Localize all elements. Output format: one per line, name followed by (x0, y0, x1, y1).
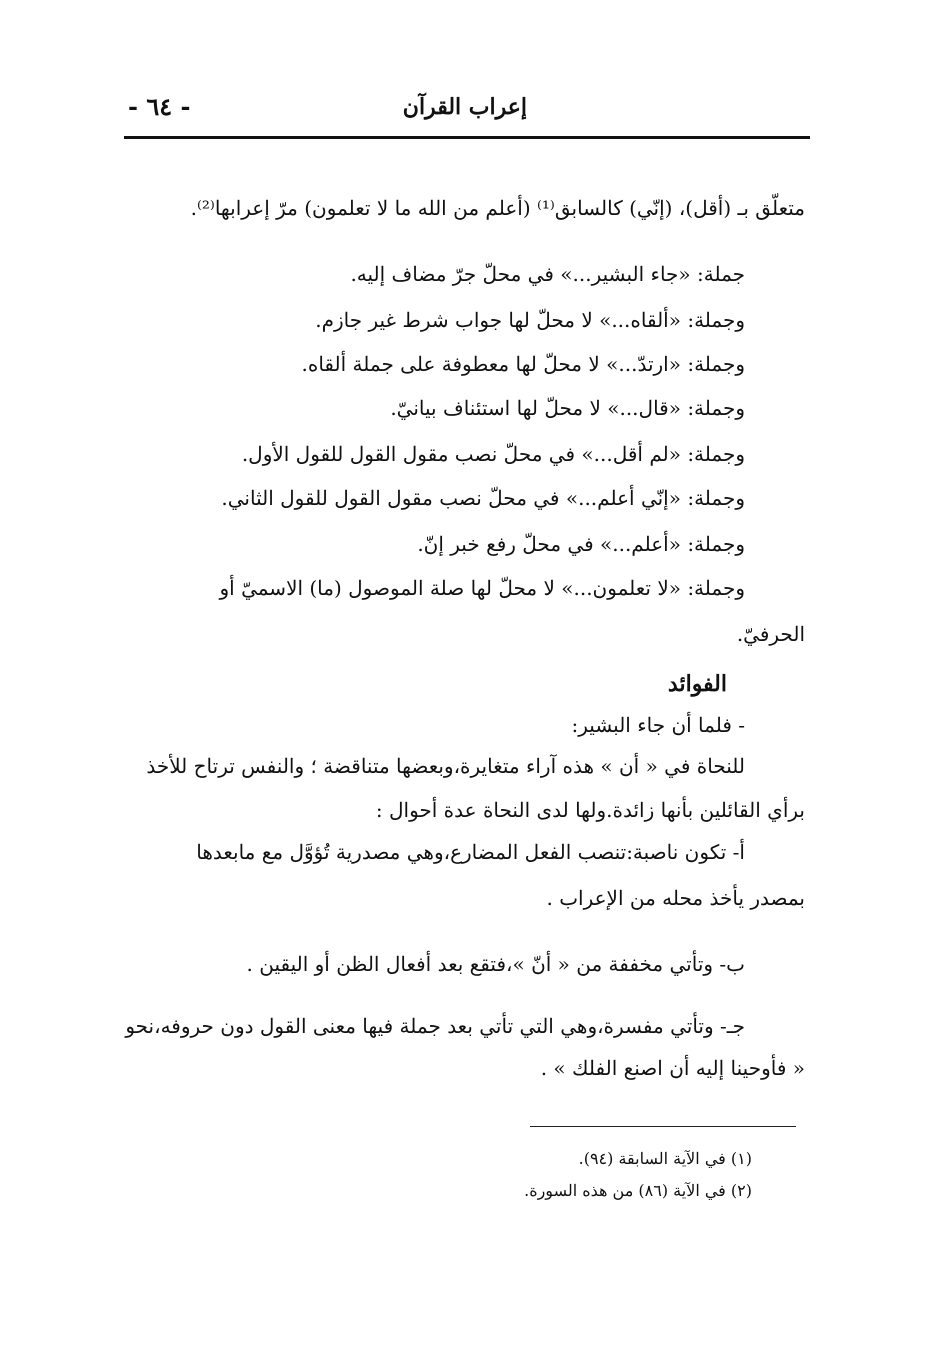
body-line: أ- تكون ناصبة:تنصب الفعل المضارع،وهي مصدرية تُؤوَّل مع مابعدها (196, 840, 745, 864)
body-line: بمصدر يأخذ محله من الإعراب . (546, 886, 805, 910)
body-line: برأي القائلين بأنها زائدة.ولها لدى النحاة عدة أحوال : (375, 798, 805, 822)
footnote: (٢) في الآية (٨٦) من هذه السورة. (524, 1181, 752, 1200)
body-line: وجملة: «ارتدّ...» لا محلّ لها معطوفة على جملة ألقاه. (301, 352, 745, 376)
body-line: وجملة: «قال...» لا محلّ لها استئناف بيانيّ. (390, 396, 745, 420)
body-line: وجملة: «لم أقل...» في محلّ نصب مقول القول للقول الأول. (241, 442, 745, 466)
body-line: « فأوحينا إليه أن اصنع الفلك » . (540, 1056, 805, 1080)
page-number: - ٦٤ - (128, 92, 191, 121)
body-line: الحرفيّ. (736, 622, 805, 646)
body-line: وجملة: «لا تعلمون...» لا محلّ لها صلة الموصول (ما) الاسميّ أو (219, 576, 745, 600)
body-line: ب- وتأتي مخففة من « أنّ »،فتقع بعد أفعال الظن أو اليقين . (246, 952, 745, 976)
body-line: متعلّق بـ (أقل)، (إنّي) كالسابق⁽¹⁾ (أعلم من الله ما لا تعلمون) مرّ إعرابها⁽²⁾. (190, 196, 805, 220)
page-title: إعراب القرآن (402, 94, 527, 120)
body-line: وجملة: «ألقاه...» لا محلّ لها جواب شرط غير جازم. (315, 308, 745, 332)
body-line: جـ- وتأتي مفسرة،وهي التي تأتي بعد جملة فيها معنى القول دون حروفه،نحو (125, 1014, 745, 1038)
body-line: للنحاة في « أن » هذه آراء متغايرة،وبعضها متناقضة ؛ والنفس ترتاح للأخذ (146, 754, 745, 778)
footnote-divider (530, 1126, 796, 1127)
section-heading: الفوائد (667, 671, 727, 697)
page-header (124, 92, 810, 139)
body-line: - فلما أن جاء البشير: (571, 713, 745, 737)
body-line: جملة: «جاء البشير...» في محلّ جرّ مضاف إليه. (350, 262, 745, 286)
body-line: وجملة: «أعلم...» في محلّ رفع خبر إنّ. (417, 532, 745, 556)
body-line: وجملة: «إنّي أعلم...» في محلّ نصب مقول القول للقول الثاني. (221, 486, 745, 510)
footnote: (١) في الآية السابقة (٩٤). (578, 1149, 752, 1168)
